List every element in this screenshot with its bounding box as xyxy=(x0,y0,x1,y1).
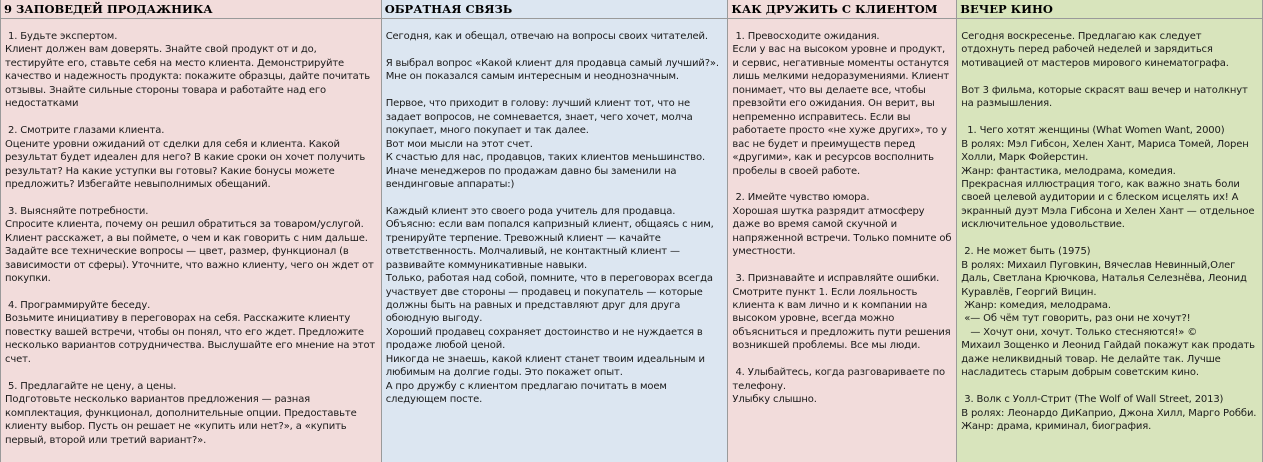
column-movie-night xyxy=(957,0,1263,462)
paragraph: 4. Улыбайтесь, когда разговариваете по телефону. Улыбку слышно. xyxy=(732,367,946,406)
paragraph: Я выбрал вопрос «Какой клиент для продавца самый лучший?». Мне он показался самым интересным и неоднозначным. xyxy=(385,57,722,83)
paragraph: 5. Предлагайте не цену, а цены. Подготовьте несколько вариантов предложения — разная комплектация, функционал, дополнительные опции. Предоставьте клиенту выбор. Пусть он решает не «купить или нет?», а «купить первый, второй или третий вариант?». xyxy=(5,380,357,446)
column-feedback xyxy=(382,0,729,462)
paragraph: Сегодня, как и обещал, отвечаю на вопросы своих читателей. xyxy=(385,31,708,42)
column-header: КАК ДРУЖИТЬ С КЛИЕНТОМ xyxy=(728,0,956,19)
paragraph: Вот 3 фильма, которые скрасят ваш вечер и натолкнут на размышления. xyxy=(961,84,1251,110)
paragraph: 2. Имейте чувство юмора. Хорошая шутка разрядит атмосферу даже во время самой скучной и напряженной встречи. Только помните об уместности. xyxy=(732,192,952,258)
column-client-friendship xyxy=(728,0,957,462)
column-body xyxy=(382,19,728,407)
paragraph: 4. Программируйте беседу. Возьмите инициативу в переговорах на себя. Расскажите клиенту повестку вашей встречи, чтобы он понял, что его ждет. Предложите несколько вариантов сотрудничества. Выслушайте его мнение на этот счет. xyxy=(5,300,376,365)
paragraph: Каждый клиент это своего рода учитель для продавца. Объясню: если вам попался капризный клиент, общаясь с ним, тренируйте терпение. Тревожный клиент — качайте ответственность. Молчаливый, не контактный клиент — развивайте коммуникативные навыки. Только, работая над собой, помните, что в переговорах всегда участвует две стороны — продавец и покупатель — которые должны быть на равных и представляют друг для друга обоюдную выгоду. Хороший продавец сохраняет достоинство и не нуждается в продаже любой ценой. Никогда не знаешь, какой клиент станет твоим идеальным и любимым на долгие годы. Это покажет опыт. А про дружбу с клиентом предлагаю почитать в моем следующем посте. xyxy=(385,205,714,406)
column-header: 9 ЗАПОВЕДЕЙ ПРОДАЖНИКА xyxy=(1,0,381,19)
paragraph: 3. Признавайте и исправляйте ошибки. Смотрите пункт 1. Если лояльность клиента к вам лично и к компании на высоком уровне, всегда можно объясниться и предложить пути решения возникшей проблемы. Все мы люди. xyxy=(732,273,951,352)
paragraph: 1. Будьте экспертом. Клиент должен вам доверять. Знайте свой продукт от и до, тестируйте его, ставьте себя на место клиента. Демонстрируйте качество и надежность продукта: покажите образцы, дайте почитать отзывы. Знайте сильные стороны товара и работайте над его недостатками xyxy=(5,31,371,110)
paragraph: 1. Превосходите ожидания. Если у вас на высоком уровне и продукт, и сервис, негативные моменты останутся лишь мелкими недоразумениями. Клиент понимает, что вы делаете все, чтобы превзойти его ожидания. Он верит, вы непременно исправитесь. Если вы работаете просто «не хуже других», то у вас не будет и преимуществ перед «другими», как и ресурсов восполнить пробелы в своей работе. xyxy=(732,31,950,177)
paragraph: 1. Чего хотят женщины (What Women Want, 2000) В ролях: Мэл Гибсон, Хелен Хант, Мариса Томей, Лорен Холли, Марк Фойерстин. Жанр: фантастика, мелодрама, комедия. Прекрасная иллюстрация того, как важно знать боли своей целевой аудитории и с блеском исцелять их! А экранный дуэт Мэла Гибсона и Хелен Хант — отдельное исключительное удовольствие. xyxy=(961,125,1255,231)
column-sales-commandments xyxy=(1,0,382,462)
paragraph: 2. Не может быть (1975) В ролях: Михаил Пуговкин, Вячеслав Невинный,Олег Даль, Светлана Крючкова, Наталья Селезнёва, Леонид Куравлёв, Георгий Вицин. Жанр: комедия, мелодрама. «— Об чём тут говорить, раз они не хочут?! — Хочут они, хочут. Только стесняются!» © Михаил Зощенко и Леонид Гайдай покажут как продать даже неликвидный товар. Не делайте так. Лучше насладитесь старым добрым советским кино. xyxy=(961,246,1255,379)
column-body xyxy=(957,19,1262,434)
column-header: ВЕЧЕР КИНО xyxy=(957,0,1262,19)
paragraph: Первое, что приходит в голову: лучший клиент тот, что не задает вопросов, не сомневается, знает, чего хочет, молча покупает, много покупает и так далее. Вот мои мысли на этот счет. К счастью для нас, продавцов, таких клиентов меньшинство. Иначе менеджеров по продажам давно бы заменили на вендинговые аппараты:) xyxy=(385,98,705,190)
column-body xyxy=(728,19,956,407)
paragraph: 3. Выясняйте потребности. Спросите клиента, почему он решил обратиться за товаром/услугой. Клиент расскажет, а вы поймете, о чем и как говорить с ним дальше. Задайте все технические вопросы — цвет, размер, функционал (в зависимости от сферы). Уточните, что важно клиенту, чего он ждет от покупки. xyxy=(5,205,374,285)
column-body xyxy=(1,19,381,447)
paragraph: 3. Волк с Уолл-Стрит (The Wolf of Wall Street, 2013) В ролях: Леонардо ДиКаприо, Джона Хилл, Марго Робби. Жанр: драма, криминал, биография. xyxy=(961,394,1257,433)
paragraph: 2. Смотрите глазами клиента. Оцените уровни ожиданий от сделки для себя и клиента. Какой результат будет идеален для него? В какие сроки он хочет получить результат? На какие уступки вы готовы? Какие бонусы можете предложить? Избегайте невыполнимых обещаний. xyxy=(5,125,366,190)
paragraph: Сегодня воскресенье. Предлагаю как следует отдохнуть перед рабочей неделей и зарядиться мотивацией от мастеров мирового кинематографа. xyxy=(961,31,1229,69)
column-header: ОБРАТНАЯ СВЯЗЬ xyxy=(382,0,728,19)
